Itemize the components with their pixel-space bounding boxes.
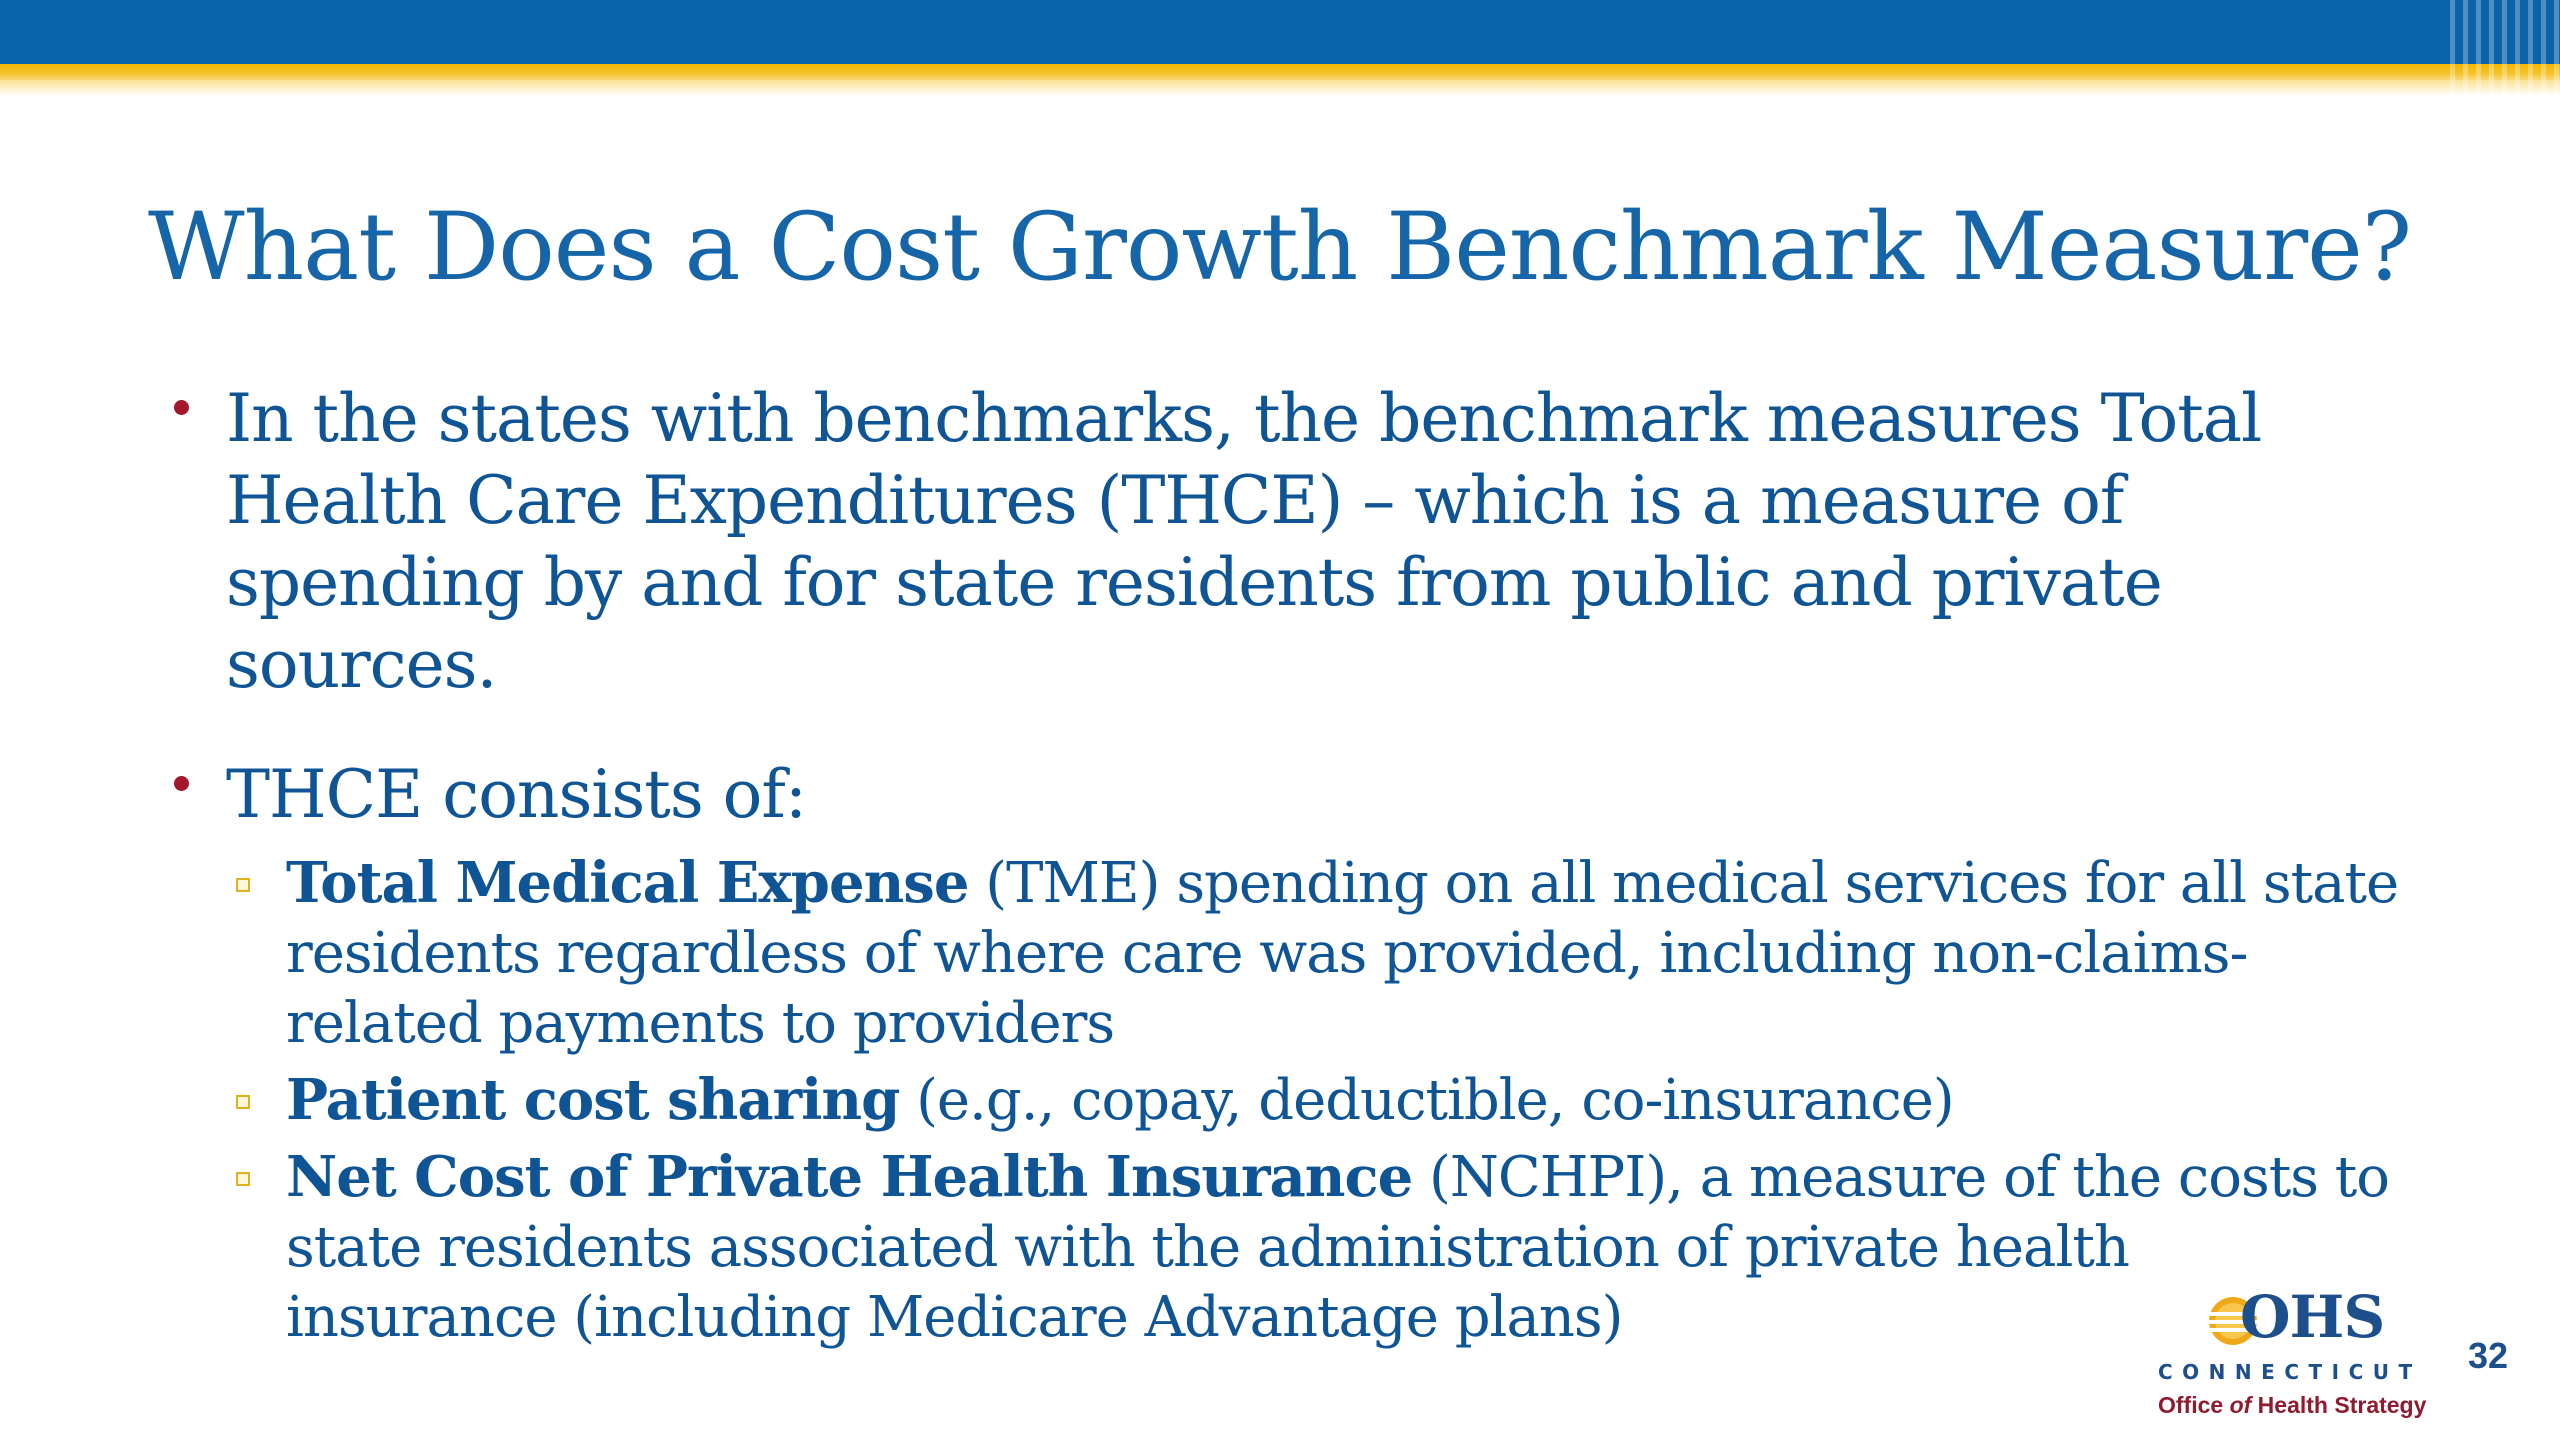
slide-title: What Does a Cost Growth Benchmark Measure? xyxy=(148,193,2412,302)
bullet-item-thce-components xyxy=(170,754,2410,836)
gold-accent-band xyxy=(0,64,2560,80)
ohs-logo xyxy=(2158,1283,2448,1423)
logo-office-text xyxy=(2158,1391,2426,1419)
bullet-text: THCE consists of: xyxy=(226,756,807,833)
square-bullet-icon xyxy=(236,878,250,892)
logo-office-prefix: Office xyxy=(2158,1392,2230,1418)
sub-bullet-text: (TME) spending on all medical services for all state residents regardless of where care was provided, including non-claims-related payments to providers xyxy=(286,851,2399,1056)
sub-bullet-nchpi xyxy=(286,1142,2410,1353)
logo-office-of: of xyxy=(2229,1392,2252,1418)
banner-stripes-decoration xyxy=(2450,0,2560,96)
logo-office-suffix: Health Strategy xyxy=(2251,1392,2427,1418)
sub-bullet-text: (NCHPI), a measure of the costs to state residents associated with the administration of private health insurance (including Medicare Advantage plans) xyxy=(286,1145,2389,1350)
logo-connecticut-text: CONNECTICUT xyxy=(2158,1360,2422,1384)
square-bullet-icon xyxy=(236,1172,250,1186)
page-number: 32 xyxy=(2468,1335,2509,1376)
bullet-dot-icon xyxy=(174,776,189,791)
sub-bullet-cost-sharing xyxy=(286,1065,2410,1136)
sub-bullet-term: Net Cost of Private Health Insurance xyxy=(286,1144,1413,1210)
bullet-text: In the states with benchmarks, the benchmark measures Total Health Care Expenditures (THCE) – which is a measure of spending by and for state residents from public and private sources. xyxy=(226,380,2262,703)
bullet-item-thce-definition xyxy=(170,378,2410,706)
logo-ohs-text: OHS xyxy=(2240,1283,2385,1351)
bullet-dot-icon xyxy=(174,400,189,415)
sub-bullet-term: Patient cost sharing xyxy=(286,1067,900,1133)
sub-bullet-tme xyxy=(286,848,2410,1059)
sub-bullet-list xyxy=(170,848,2410,1353)
square-bullet-icon xyxy=(236,1095,250,1109)
gold-accent-fade xyxy=(0,80,2560,96)
sub-bullet-text: (e.g., copay, deductible, co-insurance) xyxy=(899,1068,1954,1133)
slide-body xyxy=(170,378,2410,1359)
top-banner xyxy=(0,0,2560,64)
sub-bullet-term: Total Medical Expense xyxy=(286,850,969,916)
